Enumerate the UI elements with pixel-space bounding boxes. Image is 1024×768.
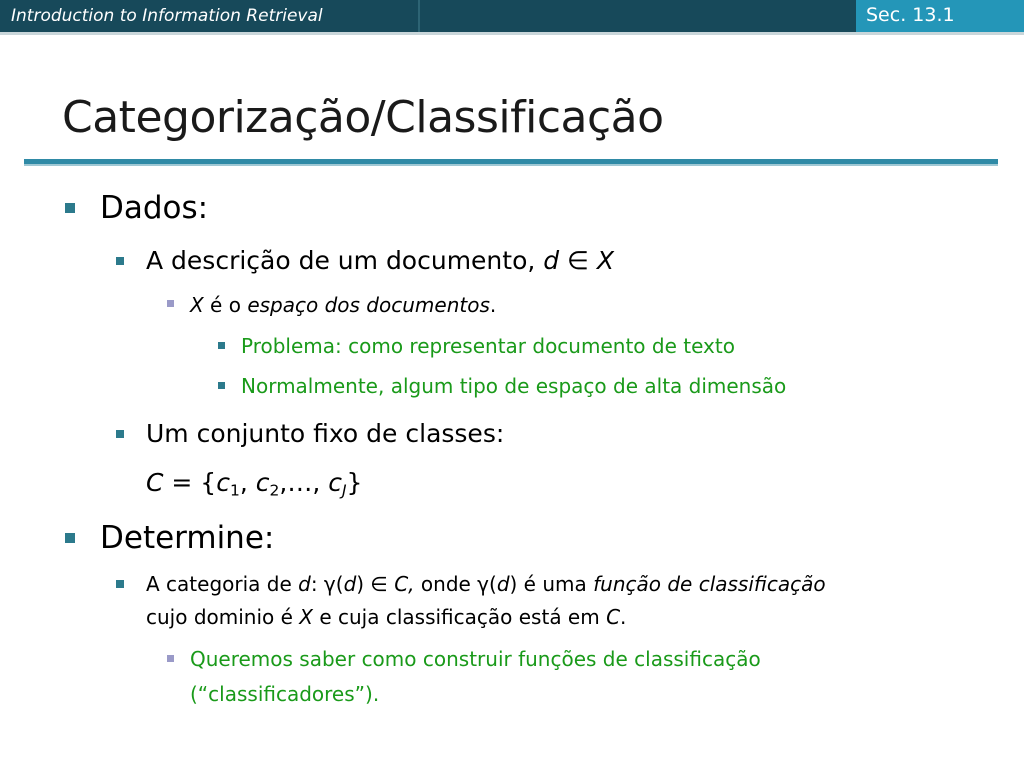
- bullet-espaco: X é o espaço dos documentos.: [190, 293, 497, 317]
- bullet-square-icon: [116, 430, 124, 438]
- header-bar: [0, 0, 1024, 32]
- bullet-descricao: A descrição de um documento, d ∈ X: [146, 246, 614, 275]
- course-title: Introduction to Information Retrieval: [11, 6, 323, 26]
- bullet-square-icon: [218, 382, 225, 389]
- bullet-square-icon: [116, 257, 124, 265]
- bullet-problema: Problema: como representar documento de texto: [241, 334, 735, 358]
- slide-title: Categorização/Classificação: [62, 92, 664, 143]
- bullet-queremos-line2: (“classificadores”).: [190, 682, 380, 706]
- bullet-determine: Determine:: [100, 520, 275, 556]
- bullet-categoria-line1: A categoria de d: γ(d) ∈ C, onde γ(d) é uma função de classificação: [146, 572, 826, 596]
- section-badge: [856, 0, 1024, 32]
- course-title-box: [0, 0, 420, 32]
- bullet-square-icon: [167, 300, 174, 307]
- bullet-square-icon: [116, 580, 124, 588]
- section-label: Sec. 13.1: [866, 4, 955, 26]
- bullet-square-icon: [65, 203, 75, 213]
- title-divider: [24, 159, 998, 166]
- bullet-queremos-line1: Queremos saber como construir funções de classificação: [190, 647, 761, 671]
- bullet-normalmente: Normalmente, algum tipo de espaço de alta dimensão: [241, 374, 787, 398]
- bullet-square-icon: [167, 655, 174, 662]
- bullet-square-icon: [218, 342, 225, 349]
- class-set-formula: $C = \{c_1$, $c_2,\dots$, $c_J$}: [146, 468, 363, 500]
- bullet-conjunto: Um conjunto fixo de classes:: [146, 419, 505, 448]
- bullet-categoria-line2: cujo dominio é X e cuja classificação está em C.: [146, 605, 627, 629]
- bullet-square-icon: [65, 533, 75, 543]
- header-shadow: [0, 32, 1024, 35]
- bullet-dados: Dados:: [100, 190, 209, 226]
